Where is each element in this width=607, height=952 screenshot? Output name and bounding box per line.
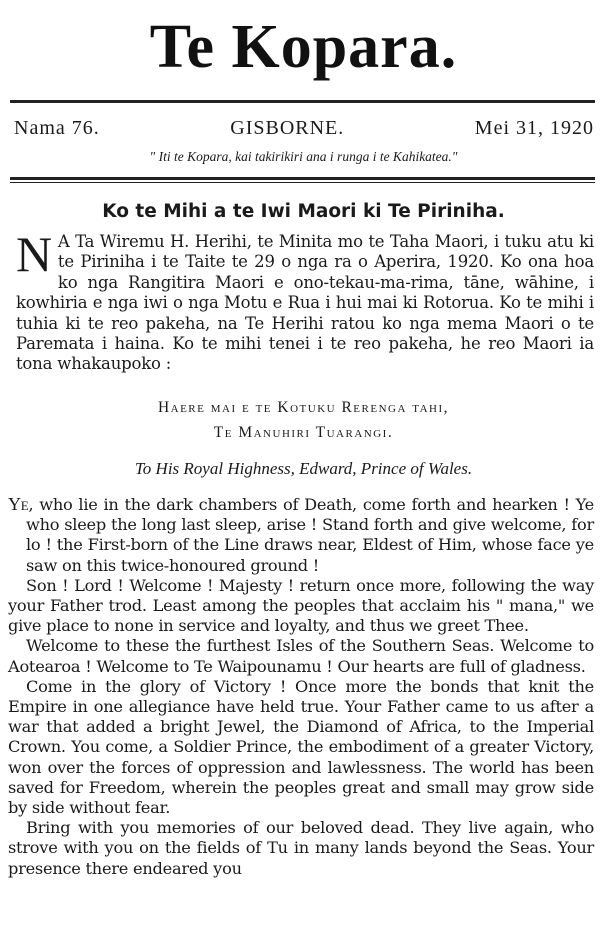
- maori-paragraph: [16, 226, 594, 375]
- article-headline: Ko te Mihi a te Iwi Maori ki Te Piriniha.: [102, 201, 505, 222]
- paragraph-initial: Ye: [8, 494, 29, 514]
- paragraph: Son ! Lord ! Welcome ! Majesty ! return once more, following the way your Father trod. Least among the peoples that acclaim his " mana," we give place to none in service and loyalty, and thus we greet Thee.: [8, 575, 594, 636]
- maori-text: A Ta Wiremu H. Herihi, te Minita mo te Taha Maori, i tuku atu ki te Piriniha i te Taite te 29 o nga ra o Aperira, 1920. Ko ona hoa ko nga Rangitira Maori e ono-tekau-ma-rima, tāne, wāhine, i kowhiria e nga iwi o nga Motu e Rua i hui mai ki Rotorua. Ko te mihi i tuhia ki te reo pakeha, na Te Herihi ratou ko nga mema Maori o te Paremata i haina. Ko te mihi tenei i te reo pakeha, he reo Maori ia tona whakaupoko :: [16, 232, 594, 374]
- issue-line: [14, 117, 594, 140]
- drop-cap: N: [16, 226, 52, 282]
- issue-number: Nama 76.: [14, 117, 100, 139]
- bottom-rule: [10, 177, 595, 180]
- paragraph: [8, 494, 594, 576]
- bottom-rule-thin: [10, 182, 595, 183]
- verse-line-1: Haere mai e te Kotuku Rerenga tahi,: [157, 399, 450, 416]
- paragraph: Come in the glory of Victory ! Once more the bonds that knit the Empire in one allegiance have held true. Your Father came to us after a war that added a bright Jewel, the Diamond of Africa, to the Imperial Crown. You come, a Soldier Prince, the embodiment of a greater Victory, won over the forces of oppression and lawlessness. The world has been saved for Freedom, wherein the peoples great and small may grow side by side without fear.: [8, 676, 594, 818]
- issue-date: Mei 31, 1920: [474, 117, 594, 139]
- paragraph: Welcome to these the furthest Isles of the Southern Seas. Welcome to Aotearoa ! Welcome to Te Waipounamu ! Our hearts are full of gladness.: [8, 636, 594, 676]
- paragraph-text: , who lie in the dark chambers of Death, come forth and hearken ! Ye who sleep the long last sleep, arise ! Stand forth and give welcome, for lo ! the First-born of the Line draws near, Eldest of Him, whose face ye saw on this twice-honoured ground !: [26, 495, 594, 575]
- english-address: [8, 494, 594, 879]
- motto: " Iti te Kopara, kai takirikiri ana i runga i te Kahikatea.": [149, 149, 458, 164]
- masthead-title: Te Kopara.: [149, 13, 458, 81]
- paragraph: Bring with you memories of our beloved dead. They live again, who strove with you on the fields of Tu in many lands beyond the Seas. Your presence there endeared you: [8, 818, 594, 878]
- top-rule: [10, 100, 595, 103]
- verse-line-2: Te Manuhiri Tuarangi.: [213, 424, 394, 441]
- address-title: To His Royal Highness, Edward, Prince of Wales.: [134, 459, 473, 478]
- issue-place: GISBORNE.: [230, 117, 345, 139]
